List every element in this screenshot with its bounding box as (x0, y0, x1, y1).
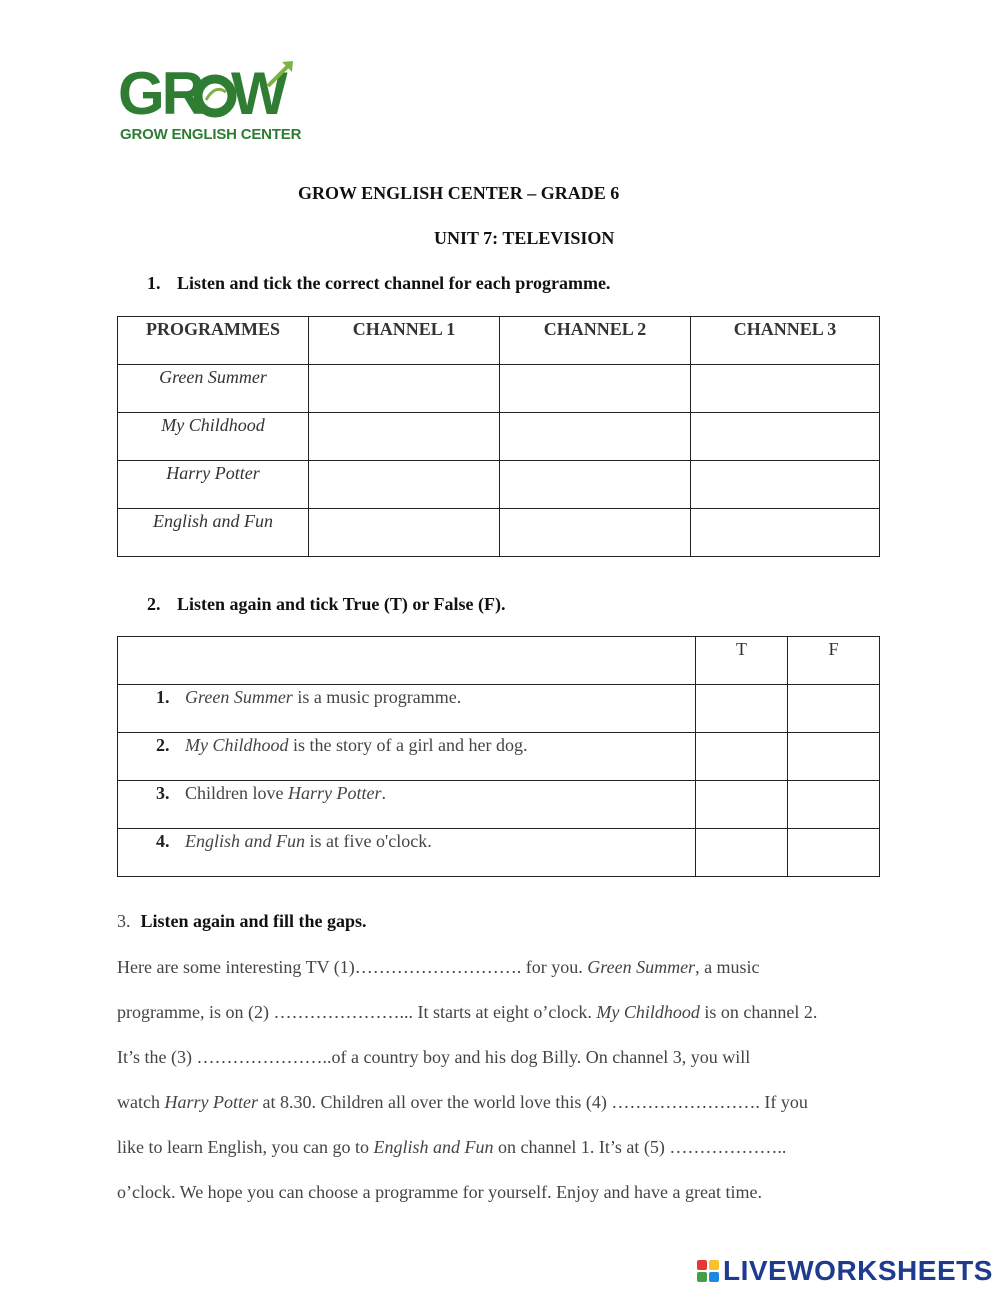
table-row (118, 685, 880, 733)
header-channel-1: CHANNEL 1 (309, 317, 500, 365)
line-text: on channel 1. It’s at (5) ……………….. (493, 1137, 787, 1157)
statement-number: 1. (156, 687, 170, 707)
section1-number: 1. (147, 273, 161, 293)
line-text: , a music (695, 957, 760, 977)
table-row (118, 461, 880, 509)
statement-rest: is at five o'clock. (305, 831, 432, 851)
statement-italic: My Childhood (185, 735, 289, 755)
true-cell[interactable] (696, 685, 788, 733)
section3-heading-text: Listen again and fill the gaps. (140, 911, 367, 931)
false-cell[interactable] (788, 733, 880, 781)
statement-rest: is the story of a girl and her dog. (288, 735, 528, 755)
table-row (118, 509, 880, 557)
gap-fill-line (117, 957, 887, 978)
statement (118, 781, 696, 829)
programme-name: My Childhood (118, 413, 309, 461)
statement-italic: Harry Potter (287, 783, 382, 803)
line-text: Here are some interesting TV (1)………………………. for you. (117, 957, 588, 977)
statement (118, 829, 696, 877)
tick-cell[interactable] (309, 413, 500, 461)
false-cell[interactable] (788, 781, 880, 829)
channel-table-header (118, 317, 880, 365)
true-cell[interactable] (696, 781, 788, 829)
page-title: GROW ENGLISH CENTER – GRADE 6 (298, 183, 620, 203)
tick-cell[interactable] (691, 461, 880, 509)
statement-number: 4. (156, 831, 170, 851)
tick-cell[interactable] (691, 509, 880, 557)
section1-heading-text: Listen and tick the correct channel for each programme. (177, 273, 611, 293)
table-row (118, 829, 880, 877)
programme-name: Harry Potter (118, 461, 309, 509)
tick-cell[interactable] (500, 461, 691, 509)
true-cell[interactable] (696, 733, 788, 781)
table-row (118, 781, 880, 829)
tick-cell[interactable] (691, 413, 880, 461)
line-text: programme, is on (2) …………………... It starts at eight o’clock. (117, 1002, 597, 1022)
gap-fill-line (117, 1137, 887, 1158)
section2-heading (147, 594, 506, 615)
gap-fill-line (117, 1092, 887, 1113)
section2-number: 2. (147, 594, 161, 614)
statement-number: 2. (156, 735, 170, 755)
true-false-header (118, 637, 880, 685)
header-false: F (788, 637, 880, 685)
tick-cell[interactable] (500, 413, 691, 461)
gap-fill-line (117, 1182, 887, 1203)
table-row (118, 733, 880, 781)
tick-cell[interactable] (309, 509, 500, 557)
false-cell[interactable] (788, 685, 880, 733)
gap-fill-line (117, 1047, 887, 1068)
section3-heading (117, 911, 367, 932)
false-cell[interactable] (788, 829, 880, 877)
header-programmes: PROGRAMMES (118, 317, 309, 365)
tick-cell[interactable] (309, 461, 500, 509)
programme-name: English and Fun (118, 509, 309, 557)
header-true: T (696, 637, 788, 685)
section3-number: 3. (117, 911, 131, 931)
tick-cell[interactable] (500, 509, 691, 557)
header-channel-2: CHANNEL 2 (500, 317, 691, 365)
line-italic: My Childhood (596, 1002, 700, 1022)
line-italic: Green Summer (587, 957, 696, 977)
line-text: like to learn English, you can go to (117, 1137, 374, 1157)
line-italic: Harry Potter (164, 1092, 258, 1112)
line-text: o’clock. We hope you can choose a programme for yourself. Enjoy and have a great time. (117, 1182, 762, 1202)
tick-cell[interactable] (691, 365, 880, 413)
true-false-table (117, 636, 880, 877)
table-row (118, 365, 880, 413)
programme-name: Green Summer (118, 365, 309, 413)
logo-caption: GROW ENGLISH CENTER (120, 126, 302, 143)
statement (118, 733, 696, 781)
line-text: is on channel 2. (699, 1002, 818, 1022)
header-channel-3: CHANNEL 3 (691, 317, 880, 365)
statement-rest: is a music programme. (292, 687, 462, 707)
statement-rest: . (381, 783, 386, 803)
liveworksheets-wordmark: LIVEWORKSHEETS (723, 1255, 993, 1286)
tick-cell[interactable] (500, 365, 691, 413)
line-text: watch (117, 1092, 165, 1112)
section2-heading-text: Listen again and tick True (T) or False (F). (177, 594, 506, 614)
gap-fill-line (117, 1002, 887, 1023)
tick-cell[interactable] (309, 365, 500, 413)
liveworksheets-icon (697, 1260, 719, 1282)
statement-italic: Green Summer (185, 687, 293, 707)
svg-text:W: W (231, 60, 285, 127)
svg-text:GR: GR (118, 60, 202, 127)
section1-heading (147, 273, 610, 294)
statement-pre: Children love (185, 783, 288, 803)
channel-table (117, 316, 880, 557)
statement (118, 685, 696, 733)
line-text: at 8.30. Children all over the world love this (4) ……………………. If you (257, 1092, 808, 1112)
statement-number: 3. (156, 783, 170, 803)
header-statement (118, 637, 696, 685)
line-italic: English and Fun (373, 1137, 494, 1157)
liveworksheets-brand (697, 1256, 993, 1286)
true-cell[interactable] (696, 829, 788, 877)
unit-title: UNIT 7: TELEVISION (434, 228, 615, 248)
line-text: It’s the (3) …………………..of a country boy and his dog Billy. On channel 3, you will (117, 1047, 751, 1067)
table-row (118, 413, 880, 461)
statement-italic: English and Fun (185, 831, 305, 851)
